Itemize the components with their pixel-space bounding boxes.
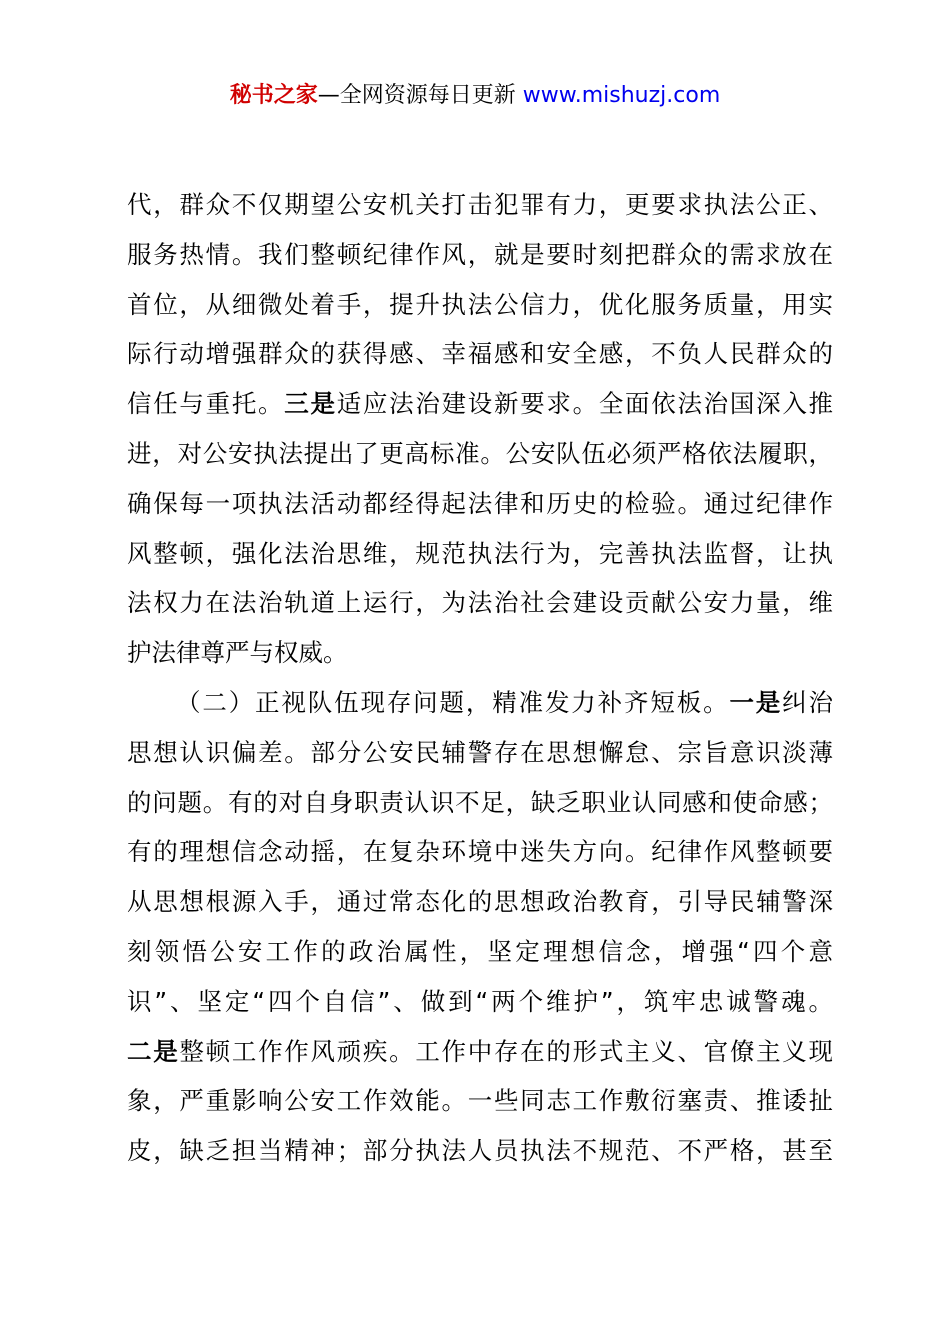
text-line: 从思想根源入手，通过常态化的思想政治教育，引导民辅警深	[127, 887, 833, 917]
site-url-link[interactable]: www.mishuzj.com	[522, 83, 721, 108]
section-heading-line	[127, 678, 833, 728]
text-line: 际行动增强群众的获得感、幸福感和安全感，不负人民群众的	[127, 339, 833, 369]
keyword-san-shi: 三是	[284, 389, 337, 419]
text-line: 首位，从细微处着手，提升执法公信力，优化服务质量，用实	[127, 289, 833, 319]
section-heading: （二）正视队伍现存问题，精准发力补齐短板。	[176, 687, 730, 717]
text-line: 风整顿，强化法治思维，规范执法行为，完善执法监督，让执	[127, 538, 833, 568]
text-line: 皮，缺乏担当精神；部分执法人员执法不规范、不严格，甚至	[127, 1136, 833, 1166]
text-segment: 信任与重托。	[127, 389, 285, 419]
text-line	[127, 379, 833, 429]
keyword-yi-shi: 一是	[729, 687, 783, 717]
document-body	[127, 180, 833, 1176]
text-line: 的问题。有的对自身职责认识不足，缺乏职业认同感和使命感；	[127, 787, 833, 817]
text-line	[127, 1027, 833, 1077]
text-line: 代，群众不仅期望公安机关打击犯罪有力，更要求执法公正、	[127, 190, 833, 219]
text-line: 思想认识偏差。部分公安民辅警存在思想懈怠、宗旨意识淡薄	[127, 737, 833, 767]
keyword-er-shi: 二是	[127, 1036, 180, 1066]
text-line: 有的理想信念动摇，在复杂环境中迷失方向。纪律作风整顿要	[127, 837, 833, 867]
text-segment: 整顿工作作风顽疾。工作中存在的形式主义、官僚主义现	[179, 1036, 833, 1066]
text-segment: 纠治	[782, 687, 833, 717]
text-line: 象，严重影响公安工作效能。一些同志工作敷衍塞责、推诿扯	[127, 1086, 833, 1116]
text-segment: 适应法治建设新要求。全面依法治国深入推	[336, 389, 833, 419]
text-line: 刻领悟公安工作的政治属性，坚定理想信念，增强“四个意	[127, 936, 833, 966]
text-line: 识”、坚定“四个自信”、做到“两个维护”，筑牢忠诚警魂。	[127, 986, 833, 1016]
site-brand: 秘书之家	[229, 83, 318, 108]
text-line: 进，对公安执法提出了更高标准。公安队伍必须严格依法履职，	[127, 438, 833, 468]
text-line: 法权力在法治轨道上运行，为法治社会建设贡献公安力量，维	[127, 588, 833, 618]
text-line: 确保每一项执法活动都经得起法律和历史的检验。通过纪律作	[127, 488, 833, 518]
text-line: 护法律尊严与权威。	[127, 638, 348, 668]
site-tagline: —全网资源每日更新	[317, 83, 523, 108]
site-header	[0, 80, 950, 112]
text-line: 服务热情。我们整顿纪律作风，就是要时刻把群众的需求放在	[127, 239, 833, 269]
